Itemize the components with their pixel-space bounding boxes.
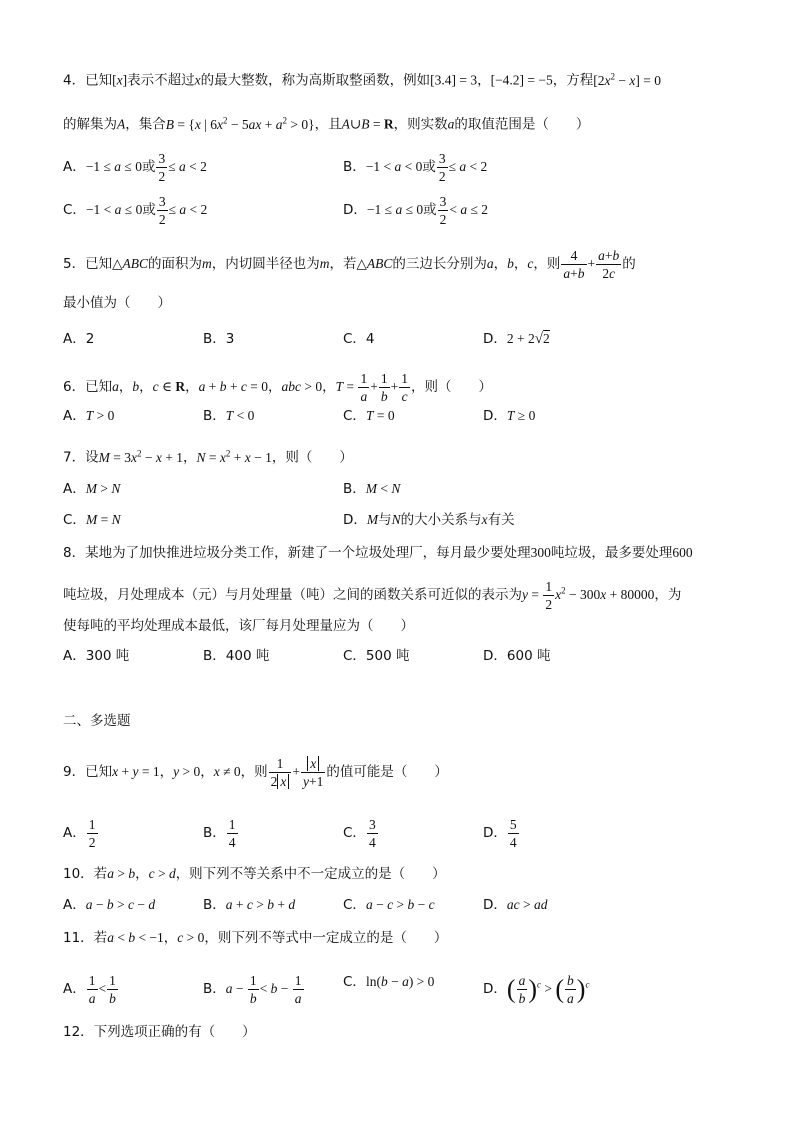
q6-option-b[interactable]: B．T < 0 <box>203 408 255 424</box>
q5-line1: 5．已知△ABC的面积为m，内切圆半径也为m，若△ABC的三边长分别为a，b，c，则 $\frac{4}{a+b}$ + $\frac{a+b}{2c}$ 的 <box>63 248 636 281</box>
q6-line1: 6．已知a，b，c ∈ R，a + b + c = 0，abc > 0，T = $\frac{1}{a}$ + $\frac{1}{b}$ + $\frac{1}{c}$ ，则（ ） <box>63 371 492 404</box>
q10-line1: 10．若a > b，c > d，则下列不等关系中不一定成立的是（ ） <box>63 866 446 882</box>
q9-option-a[interactable]: A． $\frac{1}{2}$ <box>63 817 96 850</box>
q6-option-c[interactable]: C．T = 0 <box>343 408 395 424</box>
q5-line2: 最小值为（ ） <box>63 295 171 311</box>
q9-option-d[interactable]: D． $\frac{5}{4}$ <box>483 817 517 850</box>
q4-option-b[interactable]: B．−1 < a < 0或 $\frac{3}{2}$ ≤ a < 2 <box>343 151 488 184</box>
q4-option-c[interactable]: C．−1 < a ≤ 0或 $\frac{3}{2}$ ≤ a < 2 <box>63 194 208 227</box>
q11-option-c[interactable]: C．ln(b − a) > 0 <box>343 974 435 990</box>
section-heading-multiple-choice: 二、多选题 <box>63 713 131 729</box>
q5-option-a[interactable]: A．2 <box>63 331 95 347</box>
q10-option-b[interactable]: B．a + c > b + d <box>203 897 296 913</box>
q11-option-d[interactable]: D．( $\frac{a}{b}$ )$^c$ > ( $\frac{b}{a}$ )$^c$ <box>483 973 590 1006</box>
q5-option-d[interactable]: D．2 + 2√2 <box>483 331 550 347</box>
q7-option-b[interactable]: B．M < N <box>343 481 401 497</box>
q4-line2: 的解集为A，集合B = {x | $6x^2 - 5ax + a^2 > 0$}，且A∪B = R，则实数a的取值范围是（ ） <box>63 115 590 133</box>
q5-option-b[interactable]: B．3 <box>203 331 235 347</box>
q8-line2: 吨垃圾，月处理成本（元）与月处理量（吨）之间的函数关系可近似的表示为y = $\frac{1}{2}$ $x^2 - 300x + 80000$，为 <box>63 579 682 612</box>
example-2: [−4.2] = −5 <box>490 72 553 88</box>
q8-option-a[interactable]: A．300 吨 <box>63 648 130 664</box>
q7-option-d[interactable]: D．M与N的大小关系与x有关 <box>343 512 515 528</box>
q8-line1: 8．某地为了加快推进垃圾分类工作，新建了一个垃圾处理厂，每月最少要处理300吨垃圾，最多要处理600 <box>63 545 693 561</box>
example-1: [3.4] = 3 <box>430 72 478 88</box>
q9-option-c[interactable]: C． $\frac{3}{4}$ <box>343 817 376 850</box>
q8-line3: 使每吨的平均处理成本最低，该厂每月处理量应为（ ） <box>63 618 414 634</box>
q10-option-c[interactable]: C．a − c > b − c <box>343 897 435 913</box>
q7-option-a[interactable]: A．M > N <box>63 481 121 497</box>
q12-line1: 12．下列选项正确的有（ ） <box>63 1024 256 1040</box>
q4-option-d[interactable]: D．−1 ≤ a ≤ 0或 $\frac{3}{2}$ < a ≤ 2 <box>343 194 489 227</box>
q6-option-d[interactable]: D．T ≥ 0 <box>483 408 536 424</box>
q11-option-b[interactable]: B．a − $\frac{1}{b}$ < b − $\frac{1}{a}$ <box>203 973 302 1006</box>
q11-line1: 11．若a < b < −1，c > 0，则下列不等式中一定成立的是（ ） <box>63 930 448 946</box>
q8-option-b[interactable]: B．400 吨 <box>203 648 270 664</box>
q4-option-a[interactable]: A．−1 ≤ a ≤ 0或 $\frac{3}{2}$ ≤ a < 2 <box>63 151 207 184</box>
q5-option-c[interactable]: C．4 <box>343 331 375 347</box>
q9-option-b[interactable]: B． $\frac{1}{4}$ <box>203 817 236 850</box>
q9-line1: 9．已知x + y = 1，y > 0，x ≠ 0，则 $\frac{1}{2 x}$ + $\frac{x}{y+1}$ 的值可能是（ ） <box>63 756 448 789</box>
q8-option-c[interactable]: C．500 吨 <box>343 648 410 664</box>
q11-option-a[interactable]: A． $\frac{1}{a}$ < $\frac{1}{b}$ <box>63 973 116 1006</box>
q10-option-d[interactable]: D．ac > ad <box>483 897 548 913</box>
q7-line1: 7．设$M = 3x^2 - x + 1$，$N = x^2 + x - 1$，则（ ） <box>63 448 353 466</box>
q7-option-c[interactable]: C．M = N <box>63 512 121 528</box>
q6-option-a[interactable]: A．T > 0 <box>63 408 115 424</box>
q8-option-d[interactable]: D．600 吨 <box>483 648 551 664</box>
q4-line1: 4．已知[x]表示不超过x的最大整数，称为高斯取整函数，例如[3.4] = 3，[−4.2] = −5，方程$[2x^2 - x] = 0$ <box>63 71 662 89</box>
q10-option-a[interactable]: A．a − b > c − d <box>63 897 156 913</box>
